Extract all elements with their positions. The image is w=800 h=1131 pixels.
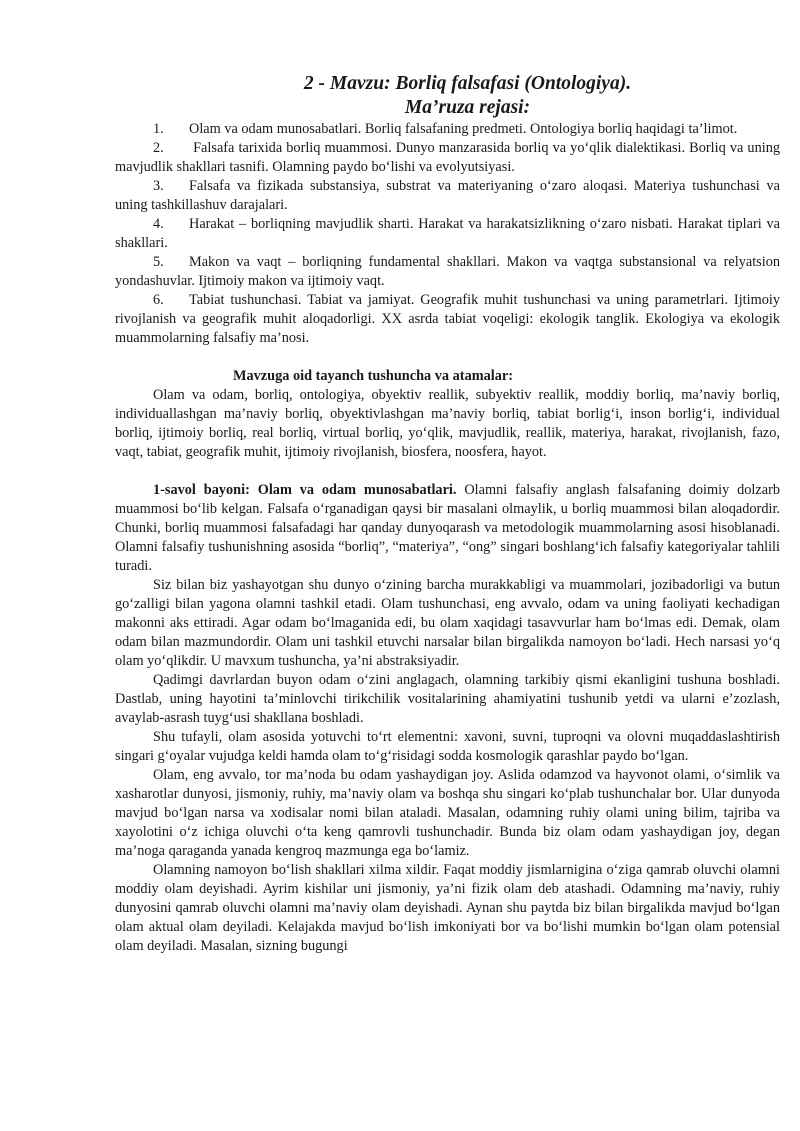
plan-item: 1. Olam va odam munosabatlari. Borliq falsafaning predmeti. Ontologiya borliq haqidagi ta’limot.	[153, 121, 738, 137]
plan-item: 3. Falsafa va fizikada substansiya, substrat va materiyaning o‘zaro aloqasi. Materiya tushunchasi va uning tashkillashuv darajalari.	[115, 178, 780, 213]
question-lead: 1-savol bayoni: Olam va odam munosabatlari.	[153, 482, 457, 498]
section-paragraph: Olamning namoyon bo‘lish shakllari xilma xildir. Faqat moddiy jismlarnigina o‘ziga qamrab oluvchi olamni moddiy olam deyishadi. Ayrim kishilar uni jismoniy, ya’ni fizik olam deb atashadi. Odamning ma’naviy, ruhiy dunyosini qamrab oluvchi olamni ma’naviy olam deyishadi. Aynan shu paytda biz bilan birgalikda mavjud bo‘lgan olam aktual olam deyiladi. Kelajakda mavjud bo‘lish imkoniyati bor va bo‘lishi mumkin bo‘lgan olam potensial olam deyiladi. Masalan, sizning bugungi	[115, 862, 780, 954]
section-paragraph: 1-savol bayoni: Olam va odam munosabatlari. Olamni falsafiy anglash falsafaning doimiy dolzarb muammosi bo‘lib kelgan. Falsafa o‘rganadigan qaysi bir masalani olmaylik, u borliq muammosi bilan aloqadordir. Chunki, borliq muammosi falsafadagi har qanday dunyoqarash va metodologik muammolarning asosi hisoblanadi. Olamni falsafiy tushunishning asosida “borliq”, “materiya”, “ong” singari boshlang‘ich falsafiy kategoriyalar tahlili turadi.	[115, 482, 780, 574]
plan-item: 2. Falsafa tarixida borliq muammosi. Dunyo manzarasida borliq va yo‘qlik dialektikasi. Borliq va uning mavjudlik shakllari tasnifi. Olamning paydo bo‘lishi va evolyutsiyasi.	[115, 140, 780, 175]
plan-item: 5. Makon va vaqt – borliqning fundamental shakllari. Makon va vaqtga substansional va relyatsion yondashuvlar. Ijtimoiy makon va ijtimoiy vaqt.	[115, 254, 780, 289]
page-title: 2 - Mavzu: Borliq falsafasi (Ontologiya).	[303, 73, 632, 94]
terms-heading: Mavzuga oid tayanch tushuncha va atamalar:	[233, 368, 513, 384]
lecture-plan	[115, 120, 780, 348]
plan-heading: Ma’ruza rejasi:	[404, 97, 531, 118]
section-paragraph: Olam, eng avvalo, tor ma’noda bu odam yashaydigan joy. Aslida odamzod va hayvonot olami, o‘simlik va xasharotlar dunyosi, jismoniy, ruhiy, ma’naviy olam va boshqa shu singari ko‘plab tushunchalar bor. Ular dunyoda mavjud bo‘lgan narsa va xodisalar nomi bilan ataladi. Masalan, odamning ruhiy olami uning bilim, tajriba va xayolotini o‘z ichiga oluvchi o‘ta keng qamrovli tushunchadir. Bunda biz olam odam yashaydigan joy, degan ma’noga qaraganda yanada kengroq mazmunga ega bo‘lamiz.	[115, 767, 780, 859]
plan-item: 4. Harakat – borliqning mavjudlik sharti. Harakat va harakatsizlikning o‘zaro nisbati. Harakat tiplari va shakllari.	[115, 216, 780, 251]
section-paragraph: Siz bilan biz yashayotgan shu dunyo o‘zining barcha murakkabligi va muammolari, jozibadorligi va butun go‘zalligi bilan yagona olamni tashkil etadi. Olam tushunchasi, eng avvalo, odam va uning faoliyati kechadigan makonni aks ettiradi. Agar odam bo‘lmaganida edi, bu olam xaqidagi tasavvurlar ham bo‘lmas edi. Demak, olam odam bilan mazmundordir. Olam uni tashkil etuvchi narsalar bilan birgalikda namoyon bo‘ladi. Hech narsasi yo‘q olam yo‘qlikdir. U mavxum tushuncha, ya’ni abstraksiyadir.	[115, 577, 780, 669]
plan-item: 6. Tabiat tushunchasi. Tabiat va jamiyat. Geografik muhit tushunchasi va uning parametrlari. Ijtimoiy rivojlanish va geografik muhit aloqadorligi. XX asrda tabiat voqeligi: ekologik tanglik. Ekologiya va ekologik muammolarning falsafiy ma’nosi.	[115, 292, 780, 346]
section-paragraph: Qadimgi davrlardan buyon odam o‘zini anglagach, olamning tarkibiy qismi ekanligini tushuna boshladi. Dastlab, uning hayotini ta’minlovchi tirikchilik vositalarining ahamiyatini tushunib yetdi va ularni e’zozlash, avaylab-asrash tuyg‘usi shakllana boshladi.	[115, 672, 780, 726]
terms-paragraph: Olam va odam, borliq, ontologiya, obyektiv reallik, subyektiv reallik, moddiy borliq, ma’naviy borliq, individuallashgan ma’naviy borliq, obyektivlashgan ma’naviy borliq, tabiat borlig‘i, inson borlig‘i, individual borliq, ijtimoiy borliq, real borliq, virtual borliq, yo‘qlik, mavjudlik, reallik, materiya, harakat, rivojlanish, fazo, vaqt, tabiat, geografik muhit, ijtimoiy rivojlanish, biosfera, noosfera, hayot.	[115, 387, 780, 460]
section-paragraph: Shu tufayli, olam asosida yotuvchi to‘rt elementni: xavoni, suvni, tuproqni va olovni muqaddaslashtirish singari g‘oyalar vujudga keldi hamda olam to‘g‘risidagi sodda kosmologik qarashlar paydo bo‘lgan.	[115, 729, 780, 764]
document-page	[115, 72, 780, 956]
